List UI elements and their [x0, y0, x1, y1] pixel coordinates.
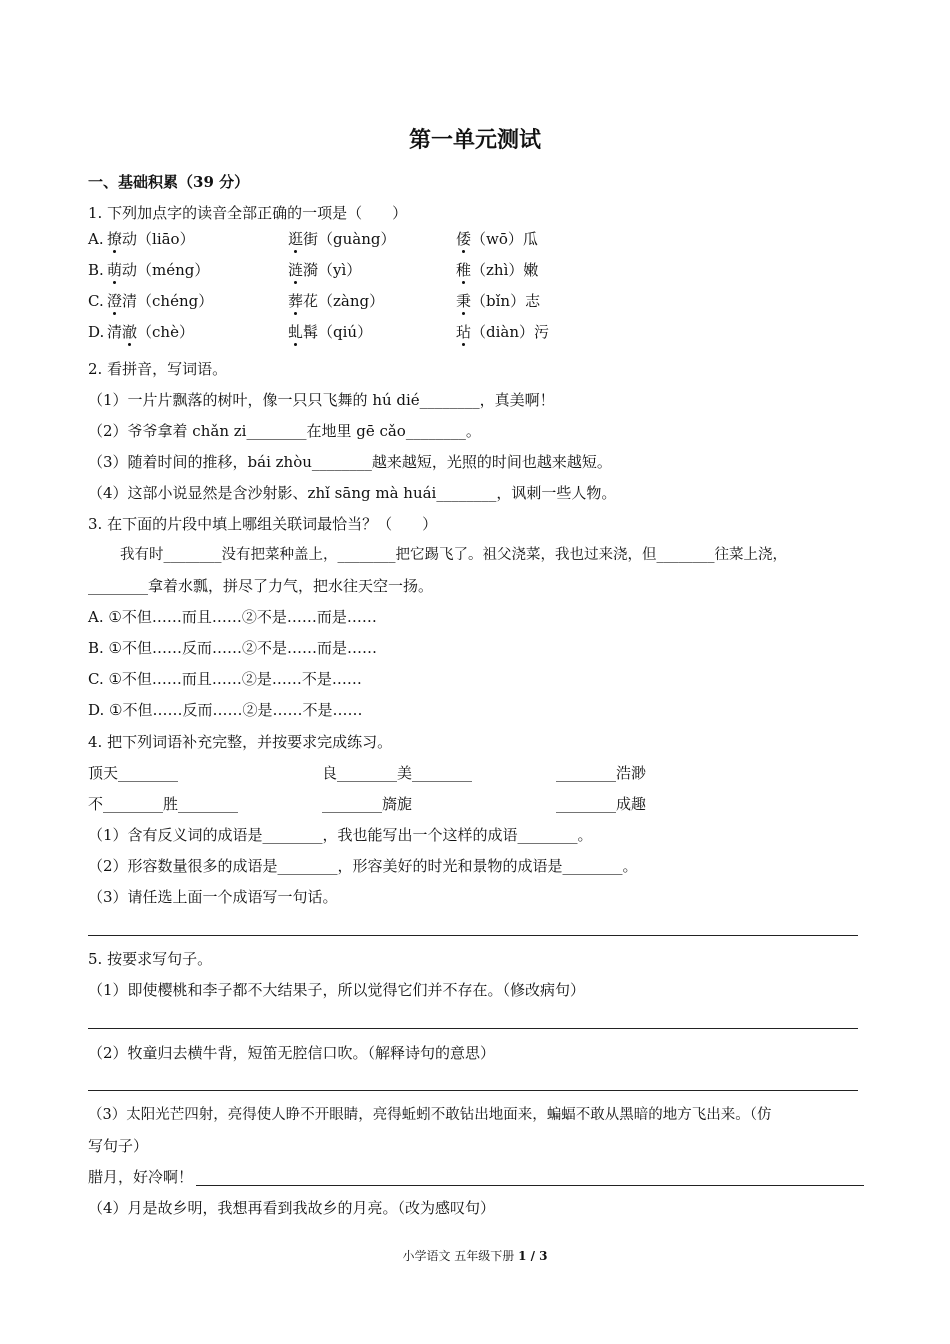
q5-sub-3-line-1: （3）太阳光芒四射，亮得使人睁不开眼睛，亮得蚯蚓不敢钻出地面来，蝙蝠不敢从黑暗的地方飞出来。（仿	[88, 1107, 772, 1123]
q3-option-a: A. ①不但……而且……②不是……而是……	[88, 608, 377, 626]
q3-option-c: C. ①不但……而且……②是……不是……	[88, 670, 362, 688]
q1-option-a-item3: 倭（wō）瓜	[456, 230, 538, 248]
q1-option-b-label: B.	[88, 261, 104, 279]
answer-line	[88, 1090, 858, 1091]
q1-option-b-item2: 涟漪（yì）	[288, 261, 362, 279]
q2-item-2: （2）爷爷拿着 chǎn zi________在地里 gē cǎo________。	[88, 422, 481, 440]
q2-item-3: （3）随着时间的推移，bái zhòu________越来越短，光照的时间也越来越短。	[88, 453, 612, 471]
q4-idiom-blank: 良________美________	[322, 764, 473, 782]
q1-option-b-item1: 萌动（méng）	[107, 261, 210, 279]
q1-option-c-item1: 澄清（chéng）	[107, 292, 214, 310]
answer-line	[196, 1185, 864, 1186]
page-title: 第一单元测试	[408, 127, 541, 153]
q4-idiom-blank: 顶天________	[88, 764, 179, 782]
q4-sub-3: （3）请任选上面一个成语写一句话。	[88, 888, 338, 906]
q5-sub-2: （2）牧童归去横牛背，短笛无腔信口吹。（解释诗句的意思）	[88, 1044, 496, 1062]
q4-sub-2: （2）形容数量很多的成语是________，形容美好的时光和景物的成语是________。	[88, 857, 638, 875]
q1-option-b-item3: 稚（zhì）嫩	[456, 261, 539, 279]
q1-option-c-item3: 秉（bǐn）志	[456, 292, 541, 310]
q1-option-d-item2: 虬髯（qiú）	[288, 323, 373, 341]
q5-sub-3-prompt: 腊月，好冷啊！	[88, 1168, 194, 1186]
page-number: 1 / 3	[518, 1249, 548, 1263]
q4-idiom-blank: 不________胜________	[88, 795, 239, 813]
q2-item-1: （1）一片片飘落的树叶，像一只只飞舞的 hú dié________，真美啊！	[88, 391, 555, 409]
q4-idiom-blank: ________浩渺	[556, 764, 647, 782]
q3-option-d: D. ①不但……反而……②是……不是……	[88, 701, 363, 719]
q4-stem: 4. 把下列词语补充完整，并按要求完成练习。	[88, 733, 393, 751]
q1-option-a-item2: 逛街（guàng）	[288, 230, 396, 248]
q1-option-d-label: D.	[88, 323, 105, 341]
q1-option-d-item3: 玷（diàn）污	[456, 323, 550, 341]
page-footer	[0, 1248, 950, 1264]
answer-line	[88, 935, 858, 936]
q5-sub-4: （4）月是故乡明，我想再看到我故乡的月亮。（改为感叹句）	[88, 1199, 496, 1217]
q3-option-b: B. ①不但……反而……②不是……而是……	[88, 639, 378, 657]
q5-sub-3-line-2: 写句子）	[88, 1137, 149, 1155]
q1-option-d-item1: 清澈（chè）	[107, 323, 194, 341]
q1-option-a-label: A.	[88, 230, 104, 248]
q4-idiom-blank: ________成趣	[556, 795, 647, 813]
section-heading: 一、基础积累（39 分）	[88, 173, 250, 191]
footer-label: 小学语文 五年级下册	[402, 1249, 519, 1263]
q4-sub-1: （1）含有反义词的成语是________，我也能写出一个这样的成语________。	[88, 826, 593, 844]
q5-stem: 5. 按要求写句子。	[88, 950, 213, 968]
q2-item-4: （4）这部小说显然是含沙射影、zhǐ sāng mà huái________，讽刺一些人物。	[88, 484, 617, 502]
answer-line	[88, 1028, 858, 1029]
q1-option-a-item1: 撩动（liāo）	[107, 230, 195, 248]
q3-passage-line-1: 我有时________没有把菜种盖上，________把它踢飞了。祖父浇菜，我也过来浇，但________往菜上浇，	[120, 547, 787, 563]
q1-option-c-item2: 葬花（zàng）	[288, 292, 385, 310]
q2-stem: 2. 看拼音，写词语。	[88, 360, 228, 378]
q3-stem: 3. 在下面的片段中填上哪组关联词最恰当？（ ）	[88, 515, 438, 533]
q4-idiom-blank: ________旖旎	[322, 795, 413, 813]
q5-sub-1: （1）即使樱桃和李子都不大结果子，所以觉得它们并不存在。（修改病句）	[88, 981, 586, 999]
q3-passage-line-2: ________拿着水瓢，拼尽了力气，把水往天空一扬。	[88, 577, 434, 595]
q1-option-c-label: C.	[88, 292, 104, 310]
q1-stem: 1. 下列加点字的读音全部正确的一项是（ ）	[88, 204, 408, 222]
